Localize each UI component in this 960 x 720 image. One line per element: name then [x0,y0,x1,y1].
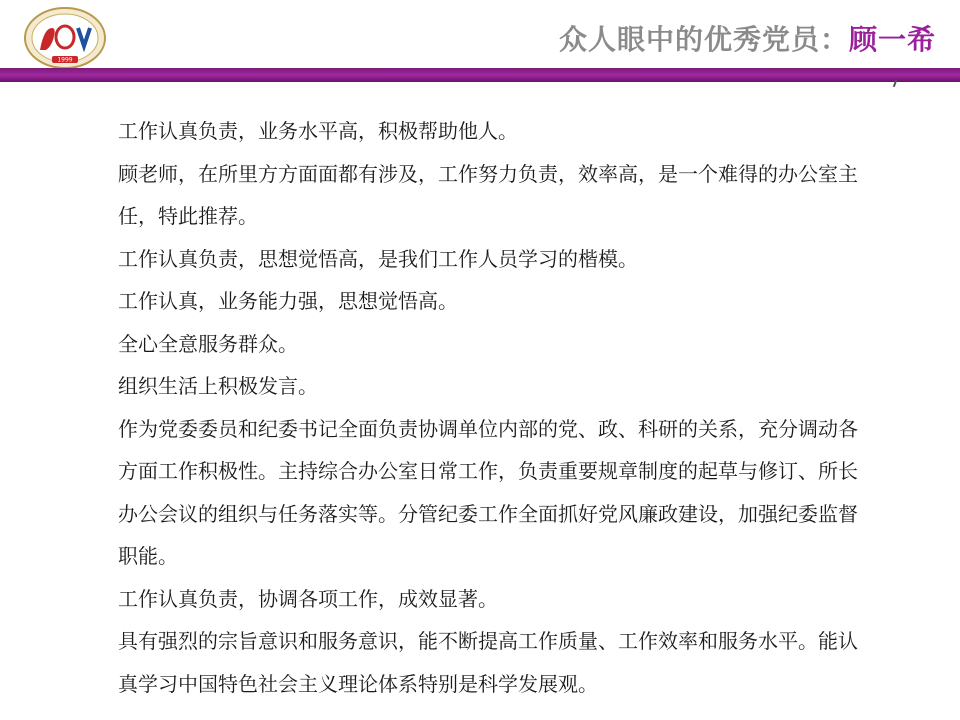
title-name: 顾一希 [848,23,936,56]
testimonial-text [118,110,858,705]
paragraph: 顾老师，在所里方方面面都有涉及，工作努力负责，效率高，是一个难得的办公室主任，特此推荐。 [118,161,858,228]
band-tick-mark [893,80,897,87]
paragraph: 作为党委委员和纪委书记全面负责协调单位内部的党、政、科研的关系，充分调动各方面工作积极性。主持综合办公室日常工作，负责重要规章制度的起草与修订、所长办公会议的组织与任务落实等。分管纪委工作全面抓好党风廉政建设，加强纪委监督职能。 [118,416,858,568]
paragraph: 全心全意服务群众。 [118,331,298,356]
paragraph: 工作认真负责，协调各项工作，成效显著。 [118,586,498,611]
paragraph: 工作认真负责，思想觉悟高，是我们工作人员学习的楷模。 [118,246,638,271]
paragraph: 工作认真，业务能力强，思想觉悟高。 [118,289,458,313]
paragraph: 组织生活上积极发言。 [118,374,318,398]
page-title [559,18,936,58]
institute-seal-logo-icon [22,6,108,70]
logo-year: 1999 [57,56,73,64]
header-band [0,68,960,82]
paragraph: 具有强烈的宗旨意识和服务意识，能不断提高工作质量、工作效率和服务水平。能认真学习中国特色社会主义理论体系特别是科学发展观。 [118,629,858,696]
institute-logo [22,6,108,70]
paragraph: 工作认真负责，业务水平高，积极帮助他人。 [118,119,518,143]
title-main: 众人眼中的优秀党员： [558,23,849,56]
